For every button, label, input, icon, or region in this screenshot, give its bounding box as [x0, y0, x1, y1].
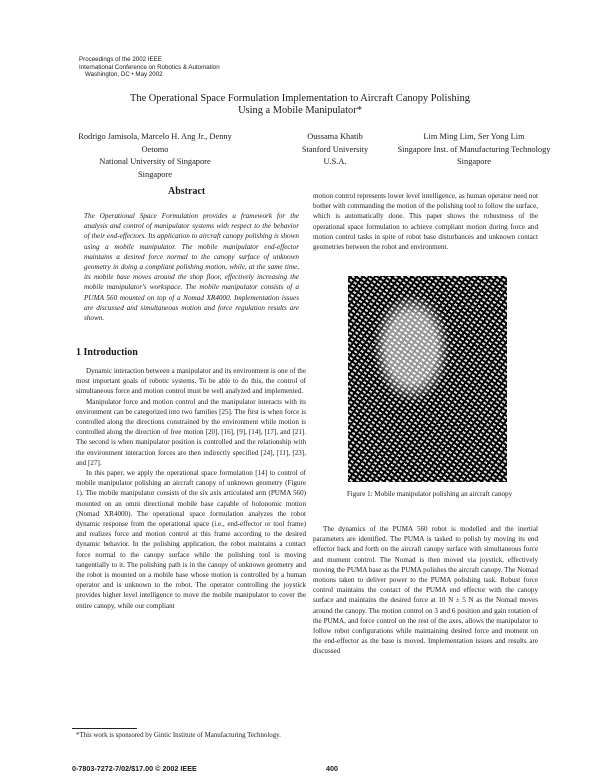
- paper-title-line-2: Using a Mobile Manipulator*: [238, 105, 362, 116]
- introduction-body: [76, 366, 306, 611]
- paper-title-line-1: The Operational Space Formulation Implementation to Aircraft Canopy Polishing: [130, 93, 470, 104]
- author-names: Rodrigo Jamisola, Marcelo H. Ang Jr., Denny Oetomo: [78, 132, 232, 154]
- paragraph: The dynamics of the PUMA 560 robot is modelled and the inertial parameters are identified. The PUMA is tasked to polish by moving its end effector back and forth on the aircraft canopy surface with simultaneous force and moment control. The Nomad is then moved via joystick, effectively moving the PUMA base as the PUMA polishes the aircraft canopy. The Nomad motions taken to deliver power to the PUMA polishing task. Robust force control maintains the contact of the PUMA end effector with the canopy surface and maintains the desired force at 10 N ± 5 N as the Nomad moves around the canopy. The motion control on 3 and 6 position and gain rotation of the PUMA, and force control on the rest of the axes, allows the manipulator to follow robot configurations while maintaining desired force and moment on the end-effector as the base is moved. Implementation issues and results are discussed: [313, 525, 538, 656]
- right-column-top: [313, 191, 538, 252]
- author-names: Lim Ming Lim, Ser Yong Lim: [423, 132, 525, 141]
- paragraph: In this paper, we apply the operational space formulation [14] to control of mobile manipulator polishing an aircraft canopy of unknown geometry (Figure 1). The mobile manipulator consists of the six axis articulated arm (PUMA 560) mounted on an omni directional mobile base capable of holonomic motion (Nomad XR4000). The operational space formulation analyzes the robot dynamic response from the operational space (i.e., end-effector or tool frame) and realizes force and motion control at this frame according to the desired dynamic behavior. In the polishing application, the robot maintains a contact force normal to the canopy surface while the polishing tool is moving tangentially to it. The polishing path is in the canopy of unknown geometry and the robot is mounted on a mobile base whose motion is controlled by a human operator and is unknown to the robot. The operator controlling the joystick provides higher level intelligence to move the mobile manipulator to cover the entire canopy, while our compliant: [76, 469, 306, 610]
- author-block-3: [394, 131, 554, 169]
- abstract-text: The Operational Space Formulation provides a framework for the analysis and control of manipulator systems with respect to the behavior of their end-effectors. Its application to aircraft canopy polishing is shown using a mobile manipulator. The mobile manipulator end-effector maintains a desired force normal to the canopy surface of unknown geometry in doing a compliant polishing motion, while, at the same time, its mobile base moves around the shop floor, effectively increasing the mobile manipulator's workspace. The mobile manipulator consists of a PUMA 560 mounted on top of a Nomad XR4000. Implementation issues are discussed and simultaneous motion and force regulation results are shown.: [84, 212, 299, 323]
- author-affiliation: Singapore Inst. of Manufacturing Technology: [397, 144, 551, 154]
- right-column-bottom: [313, 524, 538, 657]
- author-block-1: [66, 131, 244, 181]
- figure-caption: Figure 1: Mobile manipulator polishing an aircraft canopy: [346, 490, 513, 498]
- proceedings-header: [79, 56, 220, 79]
- footnote-rule: [72, 728, 137, 729]
- paragraph: motion control represents lower level intelligence, as human operator need not bother with commanding the motion of the polishing tool to follow the surface, which is automatically done. This paper shows the robustness of the operational space formulation to achieve compliant motion during force and motion control tasks in spite of robot base disturbances and unknown contact geometries between the robot and environment.: [313, 192, 538, 252]
- figure-canopy-photo: [348, 276, 507, 482]
- author-block-2: [290, 131, 380, 169]
- isbn-footer: 0-7803-7272-7/02/$17.00 © 2002 IEEE: [72, 764, 197, 773]
- author-affiliation: Stanford University: [301, 144, 369, 154]
- paragraph: Dynamic interaction between a manipulator and its environment is one of the most important goals of robotic systems. To be able to do this, the control of simultaneous force and motion control must be well analyzed and implemented.: [76, 367, 306, 396]
- proceedings-line-3: Washington, DC • May 2002: [85, 71, 163, 79]
- author-names: Oussama Khatib: [307, 132, 363, 141]
- footnote: *This work is sponsored by Gintic Institute of Manufacturing Technology.: [76, 732, 281, 739]
- paragraph: Manipulator force and motion control and the manipulator interacts with its environment can be categorized into two families [25]. The first is when force is controlled along the directions constrained by the environment while motion is controlled along the direction of free motion [20], [16], [9], [14], [17], and [21]. The second is when manipulator position is controlled and the relationship with the environment interaction forces are then indirectly specified [24], [11], [23], and [27].: [76, 397, 306, 467]
- page-number: 400: [326, 764, 338, 773]
- abstract-heading: Abstract: [168, 186, 206, 197]
- author-location: Singapore: [457, 157, 491, 166]
- proceedings-line-1: Proceedings of the 2002 IEEE: [79, 56, 162, 63]
- author-location: U.S.A.: [323, 157, 347, 166]
- section-heading-introduction: 1 Introduction: [76, 347, 138, 358]
- author-location: Singapore: [138, 169, 172, 179]
- proceedings-line-2: International Conference on Robotics & Automation: [79, 63, 220, 71]
- author-affiliation: National University of Singapore: [99, 157, 211, 166]
